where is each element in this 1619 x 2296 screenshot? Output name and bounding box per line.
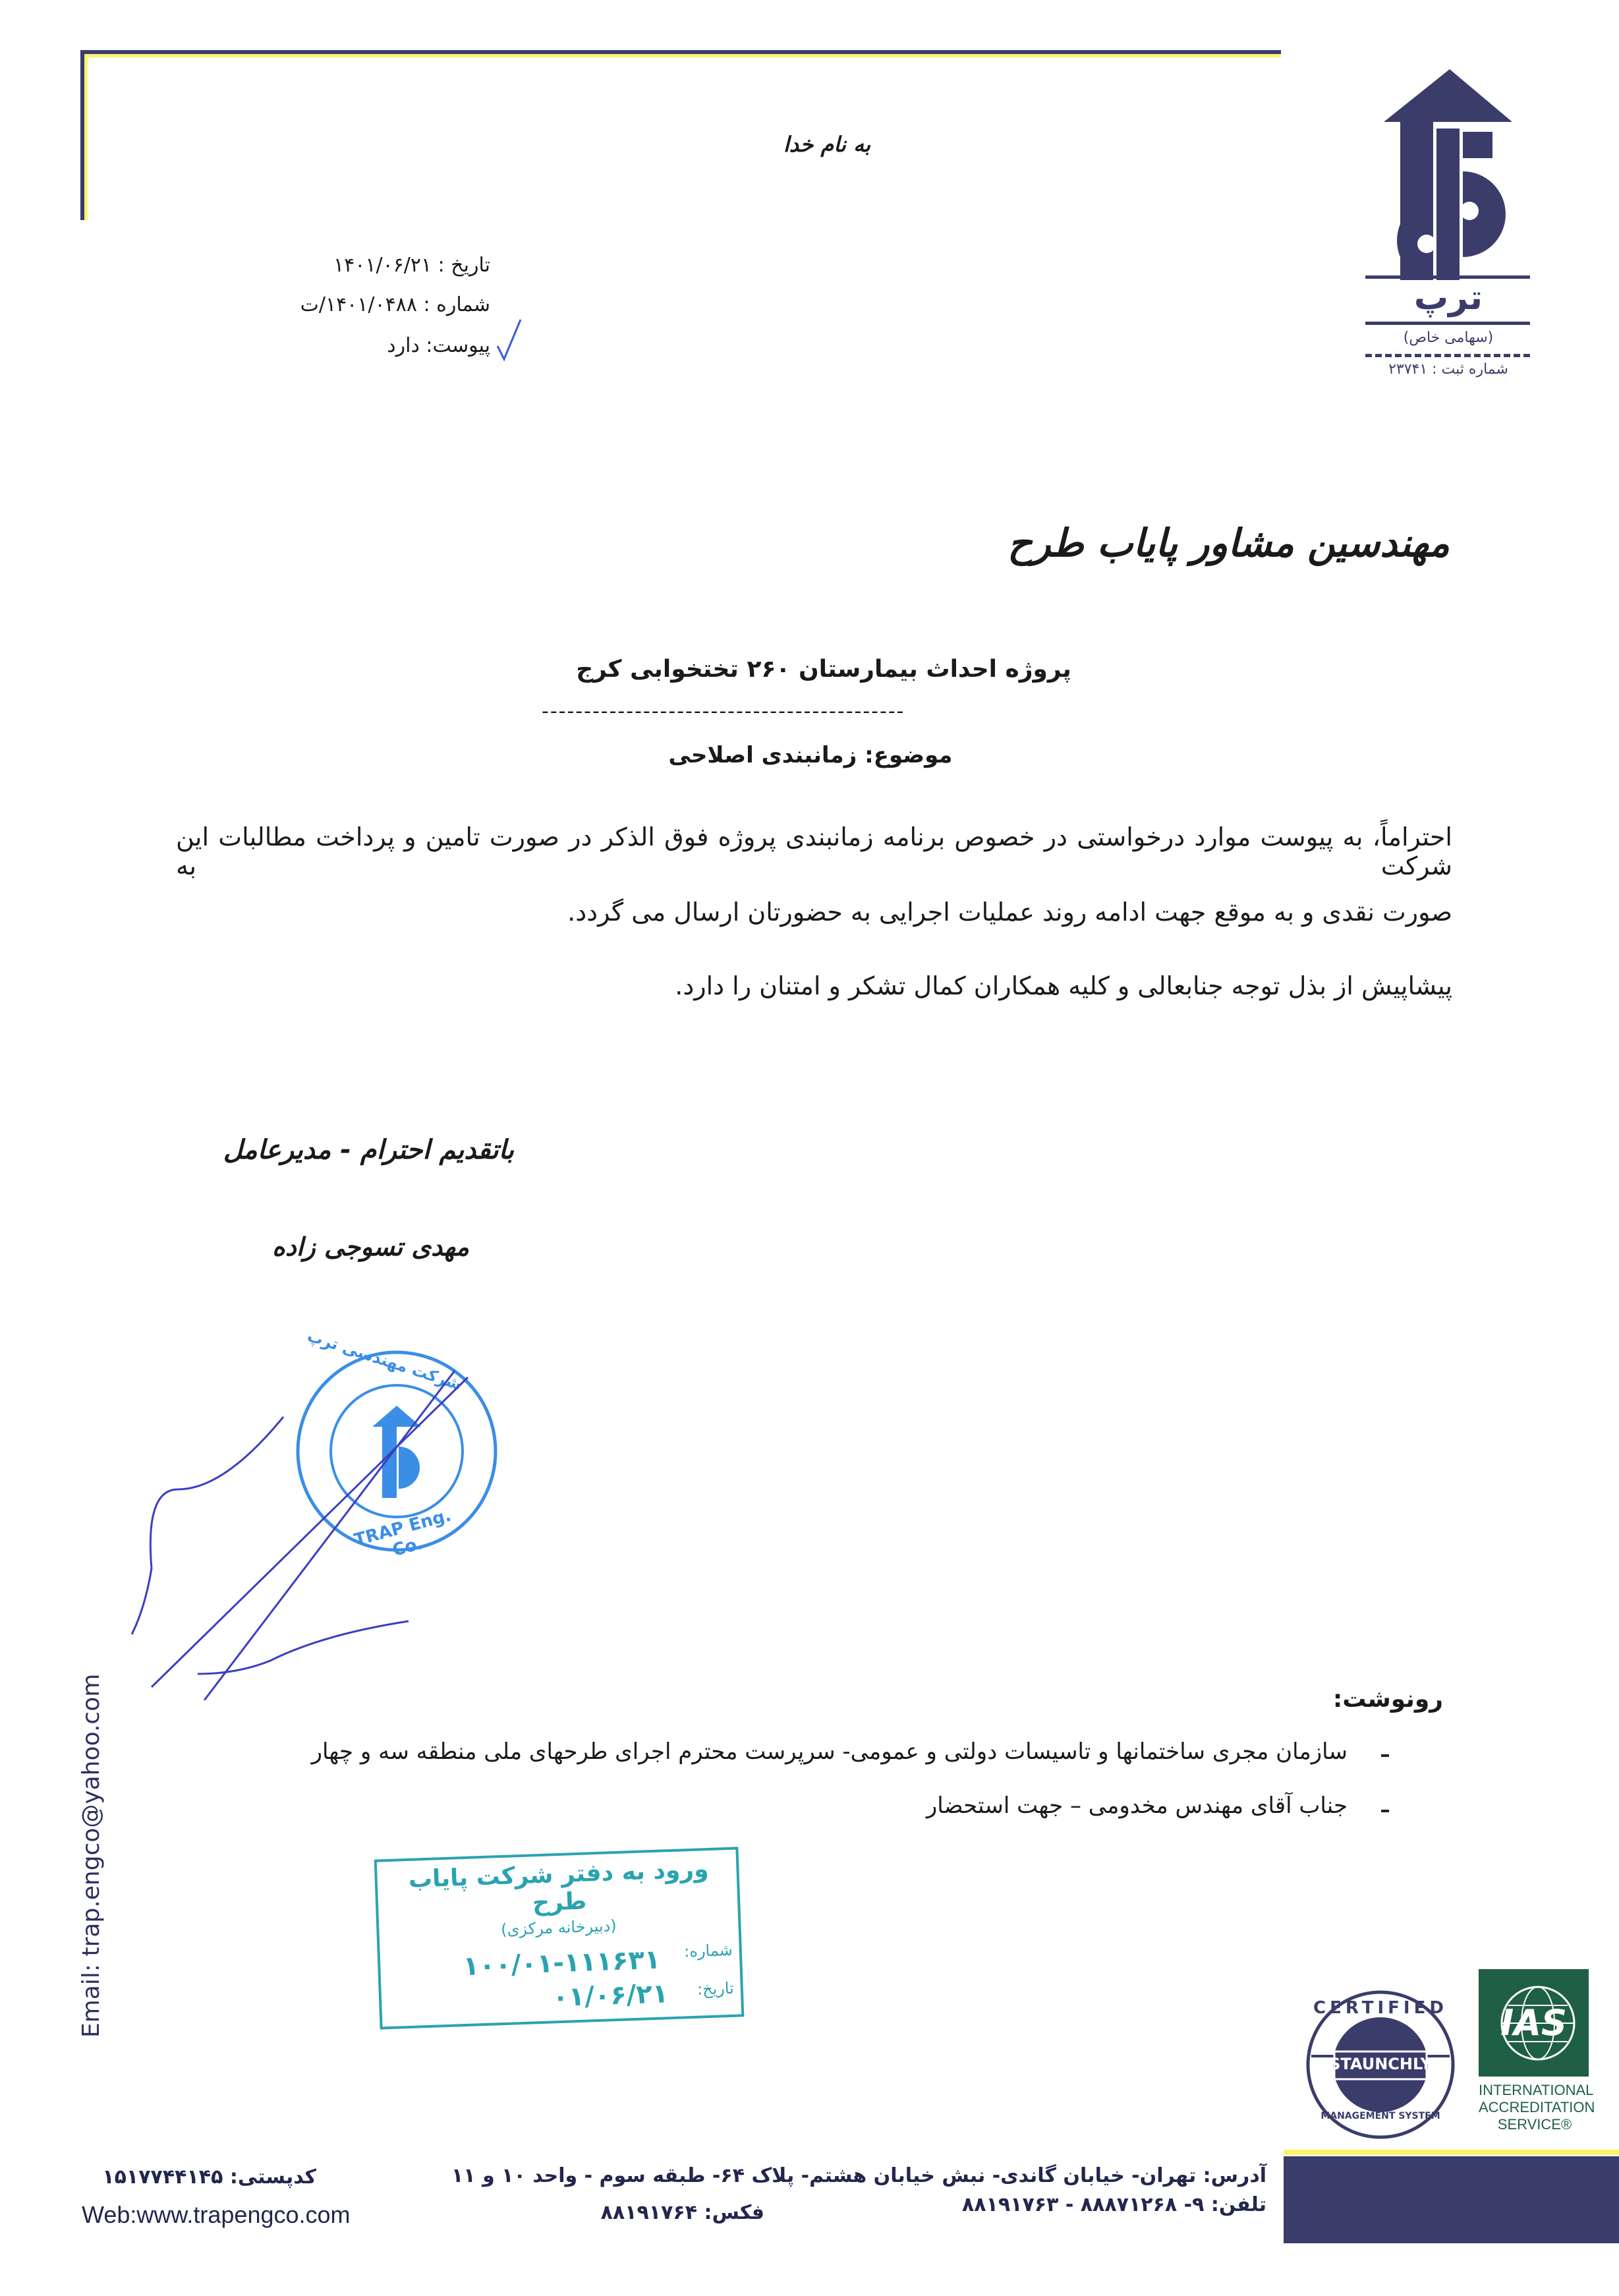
entry-stamp-title: ورود به دفتر شرکت پایاب طرح	[408, 1856, 710, 1917]
cc-item: جناب آقای مهندس مخدومی – جهت استحضار	[926, 1793, 1348, 1819]
body-paragraph-line: صورت نقدی و به موقع جهت ادامه روند عملیات اجرایی به حضورتان ارسال می گردد.	[567, 898, 1452, 927]
entry-stamp	[374, 1847, 745, 2029]
attachment-label: پیوست:	[426, 334, 490, 357]
cc-item: سازمان مجری ساختمانها و تاسیسات دولتی و عمومی- سرپرست محترم اجرای طرحهای ملی منطقه سه و چهار	[311, 1738, 1348, 1765]
number-label: شماره :	[423, 293, 490, 316]
footer-phone: تلفن: ۹- ۸۸۸۷۱۲۶۸ - ۸۸۱۹۱۷۶۳	[961, 2193, 1266, 2216]
ias-caption	[1479, 2082, 1595, 2133]
footer-accent-line	[1284, 2150, 1619, 2155]
ias-logo-box	[1479, 1969, 1589, 2077]
certified-bottom-text: MANAGEMENT SYSTEM	[1321, 2111, 1440, 2121]
entry-stamp-date-value: ۰۱/۰۶/۲۱	[552, 1978, 669, 2013]
date-value: ۱۴۰۱/۰۶/۲۱	[333, 254, 432, 277]
logo-mark-icon	[1364, 66, 1535, 303]
ias-caption-line: ACCREDITATION	[1479, 2099, 1595, 2115]
certified-top-text: CERTIFIED	[1313, 1998, 1448, 2018]
footer-color-block	[1284, 2156, 1619, 2243]
logo-company-type: (سهامی خاص)	[1403, 330, 1494, 346]
recipient: مهندسین مشاور پایاب طرح	[1008, 521, 1450, 565]
attachment-value: دارد	[387, 334, 420, 357]
signatory-name: مهدی تسوجی زاده	[271, 1232, 469, 1261]
certified-middle-text: STAUNCHLY	[1329, 2055, 1432, 2073]
ias-logo-text: IAS	[1500, 2002, 1567, 2044]
email-contact: Email: trap.engco@yahoo.com	[78, 1673, 105, 2038]
title-separator: -------------------------------------------	[542, 700, 905, 723]
number-line	[293, 293, 490, 316]
footer-website: Web:www.trapengco.com	[82, 2201, 351, 2228]
seal-text-bottom: TRAP Eng. Co.	[352, 1505, 453, 1561]
invocation: به نام خدا	[783, 132, 871, 157]
entry-stamp-number-label: شماره:	[683, 1940, 733, 1961]
project-title: پروژه احداث بیمارستان ۲۶۰ تختخوابی کرج	[576, 656, 1071, 683]
date-line	[293, 254, 490, 277]
cc-bullet	[1381, 1810, 1389, 1812]
company-logo	[1364, 66, 1535, 395]
logo-dotted-rule	[1365, 354, 1530, 357]
signature	[125, 1358, 494, 1700]
ias-badge	[1479, 1969, 1595, 2140]
logo-registration: شماره ثبت : ۲۳۷۴۱	[1388, 361, 1508, 378]
logo-name: ترپ	[1413, 278, 1483, 318]
closing: باتقدیم احترام - مدیرعامل	[223, 1135, 514, 1165]
subject: موضوع: زمانبندی اصلاحی	[668, 742, 953, 768]
cc-title: رونوشت:	[1332, 1686, 1443, 1713]
attachment-line	[293, 334, 490, 357]
ias-caption-line: INTERNATIONAL	[1479, 2082, 1594, 2098]
body-paragraph-line: احتراماً، به پیوست موارد درخواستی در خصوص برنامه زمانبندی پروژه فوق الذکر در صورت تامین و پرداخت مطالبات این شرکت به	[176, 822, 1452, 880]
footer-fax: فکس: ۸۸۱۹۱۷۶۴	[600, 2201, 764, 2224]
left-border-accent	[84, 54, 88, 220]
certified-badge	[1305, 1989, 1456, 2140]
date-label: تاریخ :	[438, 254, 490, 277]
body-paragraph-line: پیشاپیش از بذل توجه جنابعالی و کلیه همکاران کمال تشکر و امتنان را دارد.	[675, 971, 1452, 1000]
top-border-accent	[84, 54, 1281, 57]
footer-postal-code: کدپستی: ۱۵۱۷۷۴۴۱۴۵	[102, 2166, 316, 2189]
cc-bullet	[1381, 1754, 1389, 1757]
ias-caption-line: SERVICE®	[1497, 2116, 1572, 2133]
seal-text-top: شرکت مهندسی ترپ	[304, 1326, 465, 1394]
footer-address: آدرس: تهران- خیابان گاندی- نبش خیابان هشتم- پلاک ۶۴- طبقه سوم - واحد ۱۰ و ۱۱	[451, 2164, 1266, 2187]
number-value: ۱۴۰۱/۰۴۸۸/ت	[300, 293, 417, 316]
entry-stamp-subtitle: (دبیرخانه مرکزی)	[500, 1916, 617, 1939]
checkmark-icon	[494, 316, 524, 362]
entry-stamp-number-value: ۱۰۰/۰۱-۱۱۱۶۳۱	[462, 1944, 662, 1982]
entry-stamp-date-label: تاریخ:	[696, 1978, 735, 1999]
logo-rule-bottom	[1365, 322, 1530, 325]
